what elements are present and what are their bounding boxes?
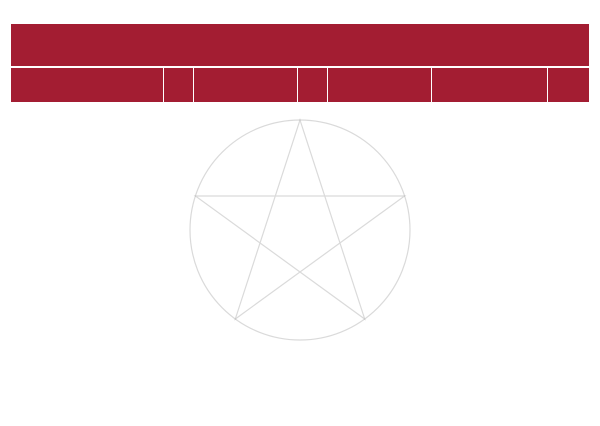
- header-bw: [163, 68, 193, 102]
- header-energie: [193, 68, 297, 102]
- header-satz: [431, 68, 547, 102]
- header-beginn: [547, 68, 589, 102]
- header-sternzeichen-regiert: [15, 68, 161, 102]
- header-zahl: [297, 68, 327, 102]
- table-title: [11, 24, 589, 66]
- pentagram-icon: [180, 110, 420, 350]
- header-sternzeichen: [327, 68, 431, 102]
- table-header: [11, 68, 589, 102]
